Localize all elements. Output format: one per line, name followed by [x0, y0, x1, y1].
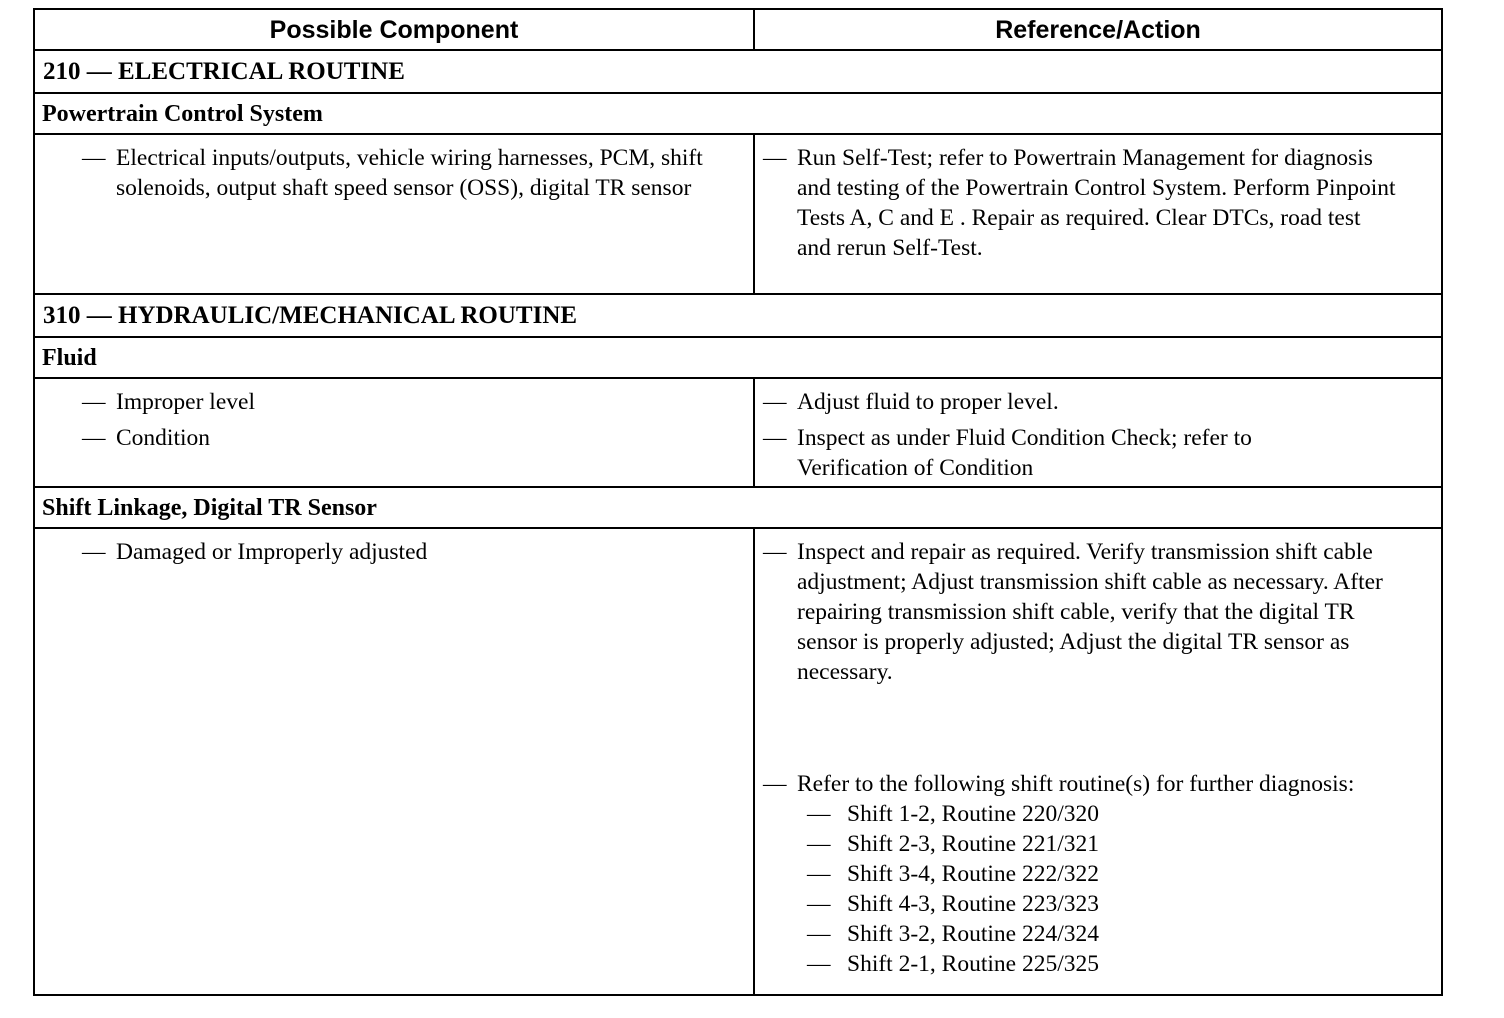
powertrain-row: [35, 135, 1441, 295]
header-row: [35, 10, 1441, 51]
dash-bullet: —: [763, 539, 787, 565]
dash-bullet: —: [807, 831, 831, 857]
header-possible-component: Possible Component: [35, 10, 755, 49]
routine-text: Shift 4-3, Routine 223/323: [847, 891, 1099, 917]
dash-bullet: —: [763, 771, 787, 797]
component-text: Damaged or Improperly adjusted: [116, 539, 428, 565]
shift-routine-list: [763, 799, 1431, 979]
dash-bullet: —: [82, 145, 106, 171]
routine-text: Shift 3-2, Routine 224/324: [847, 921, 1099, 947]
list-item: [763, 143, 1431, 263]
spacer: [763, 687, 1431, 769]
dash-bullet: —: [807, 801, 831, 827]
dash-bullet: —: [807, 891, 831, 917]
dash-bullet: —: [763, 145, 787, 171]
action-text: Refer to the following shift routine(s) for further diagnosis:: [797, 771, 1355, 797]
section-title-hydraulic: 310 — HYDRAULIC/MECHANICAL ROUTINE: [35, 295, 1441, 338]
list-item: [82, 143, 753, 203]
component-text: Electrical inputs/outputs, vehicle wiring harnesses, PCM, shift solenoids, output shaft speed sensor (OSS), digital TR sensor: [116, 145, 703, 201]
section-title-electrical: 210 — ELECTRICAL ROUTINE: [35, 51, 1441, 94]
dash-bullet: —: [807, 861, 831, 887]
group-title-shift-linkage: Shift Linkage, Digital TR Sensor: [35, 488, 1441, 529]
powertrain-components: [35, 135, 755, 293]
routine-text: Shift 1-2, Routine 220/320: [847, 801, 1099, 827]
action-text: Inspect as under Fluid Condition Check; refer to Verification of Condition: [797, 425, 1252, 481]
shift-linkage-row: [35, 529, 1441, 994]
header-reference-action: Reference/Action: [995, 16, 1201, 44]
dash-bullet: —: [763, 425, 787, 451]
fluid-components: [35, 379, 755, 486]
group-title-powertrain: Powertrain Control System: [35, 94, 1441, 135]
powertrain-actions: [755, 135, 1441, 293]
dash-bullet: —: [763, 389, 787, 415]
list-item: [82, 423, 753, 453]
shift-linkage-actions: [755, 529, 1441, 994]
group-title-fluid: Fluid: [35, 338, 1441, 379]
list-item: [82, 387, 753, 417]
diagnosis-table: [33, 8, 1443, 996]
dash-bullet: —: [82, 539, 106, 565]
action-text: Inspect and repair as required. Verify transmission shift cable adjustment; Adjust transmission shift cable as necessary. After repairing transmission shift cable, verify that the digital TR sensor is properly adjusted; Adjust the digital TR sensor as necessary.: [797, 539, 1383, 685]
list-item: [763, 537, 1431, 687]
component-text: Condition: [116, 425, 211, 451]
fluid-row: [35, 379, 1441, 488]
list-item: [763, 423, 1431, 483]
routine-text: Shift 2-1, Routine 225/325: [847, 951, 1099, 977]
fluid-actions: [755, 379, 1441, 486]
routine-item: [807, 829, 1431, 859]
list-item: [82, 537, 753, 567]
action-text: Adjust fluid to proper level.: [797, 389, 1059, 415]
dash-bullet: —: [82, 389, 106, 415]
list-item: [763, 769, 1431, 799]
list-item: [763, 387, 1431, 417]
routine-text: Shift 3-4, Routine 222/322: [847, 861, 1099, 887]
action-text: Run Self-Test; refer to Powertrain Management for diagnosis and testing of the Powertrain Control System. Perform Pinpoint Tests A, C and E . Repair as required. Clear DTCs, road test and rerun Self-Test.: [797, 145, 1396, 261]
dash-bullet: —: [82, 425, 106, 451]
routine-item: [807, 919, 1431, 949]
routine-item: [807, 859, 1431, 889]
dash-bullet: —: [807, 921, 831, 947]
component-text: Improper level: [116, 389, 255, 415]
routine-item: [807, 799, 1431, 829]
routine-item: [807, 889, 1431, 919]
dash-bullet: —: [807, 951, 831, 977]
shift-linkage-components: [35, 529, 755, 994]
routine-text: Shift 2-3, Routine 221/321: [847, 831, 1099, 857]
routine-item: [807, 949, 1431, 979]
